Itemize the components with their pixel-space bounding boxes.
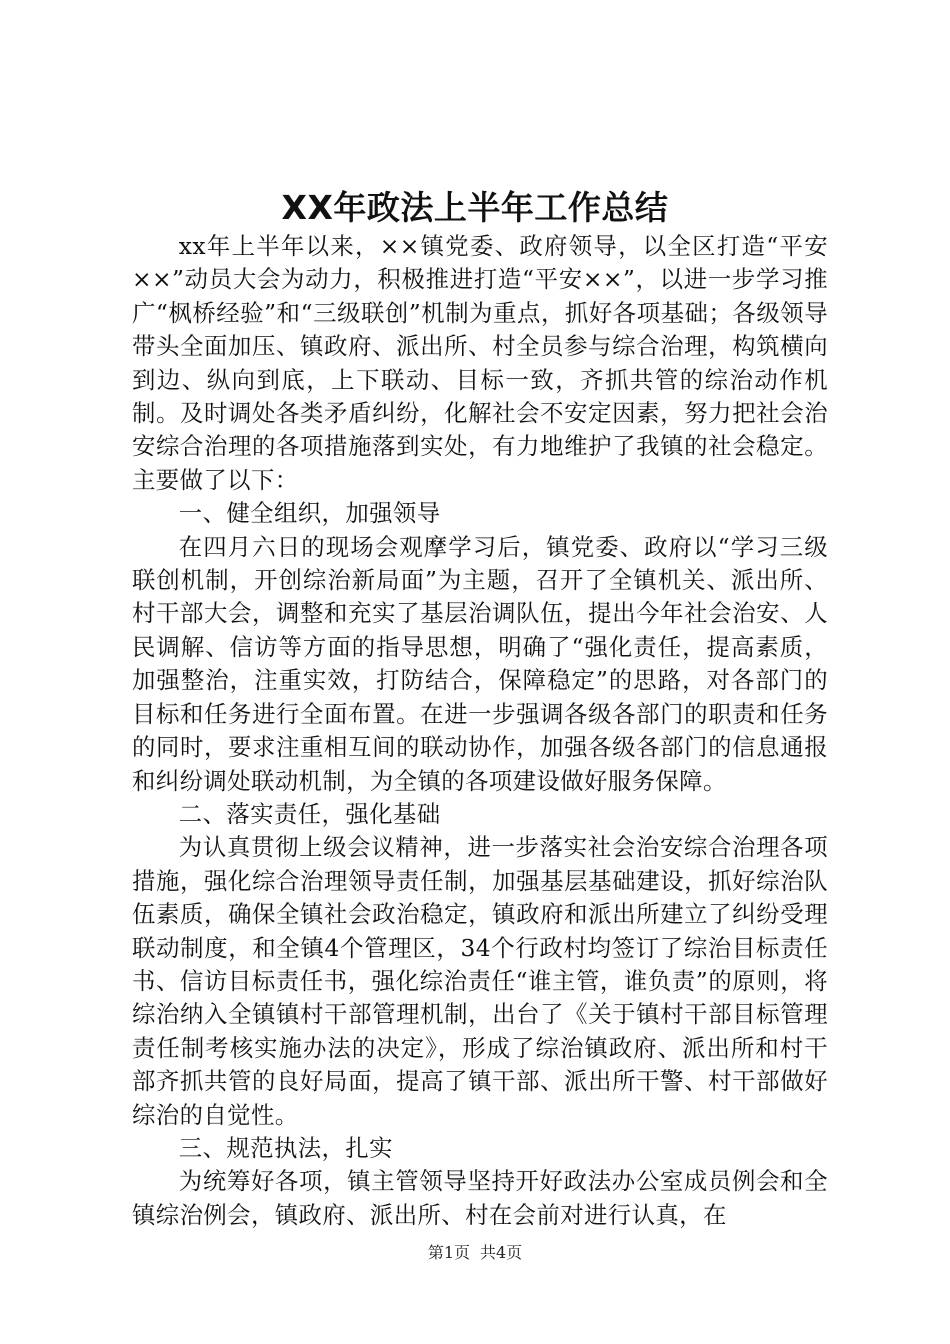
paragraph-section-1: 在四月六日的现场会观摩学习后，镇党委、政府以“学习三级联创机制，开创综治新局面”为主题，召开了全镇机关、派出所、村干部大会，调整和充实了基层治调队伍，提出今年社会治安、人民调解、信访等方面的指导思想，明确了“强化责任，提高素质，加强整治，注重实效，打防结合，保障稳定”的思路，对各部门的目标和任务进行全面布置。在进一步强调各级各部门的职责和任务的同时，要求注重相互间的联动协作，加强各级各部门的信息通报和纠纷调处联动机制，为全镇的各项建设做好服务保障。 (132, 532, 828, 795)
paragraph-intro: xx年上半年以来，××镇党委、政府领导，以全区打造“平安××”动员大会为动力，积极推进打造“平安××”，以进一步学习推广“枫桥经验”和“三级联创”机制为重点，抓好各项基础；各级领导带头全面加压、镇政府、派出所、村全员参与综合治理，构筑横向到边、纵向到底，上下联动、目标一致，齐抓共管的综治动作机制。及时调处各类矛盾纠纷，化解社会不安定因素，努力把社会治安综合治理的各项措施落到实处，有力地维护了我镇的社会稳定。主要做了以下： (132, 232, 828, 494)
section-heading-1: 一、健全组织，加强领导 (178, 499, 441, 528)
page-number: 第1页 (427, 1243, 470, 1262)
document-body (132, 230, 828, 1232)
document-title: XX年政法上半年工作总结 (281, 188, 669, 227)
paragraph-section-3: 为统筹好各项，镇主管领导坚持开好政法办公室成员例会和全镇综治例会，镇政府、派出所、村在会前对进行认真，在 (132, 1167, 828, 1229)
page-footer (0, 1242, 950, 1264)
section-heading-2: 二、落实责任，强化基础 (178, 799, 441, 828)
page-total: 共4页 (480, 1243, 523, 1262)
paragraph-section-2: 为认真贯彻上级会议精神，进一步落实社会治安综合治理各项措施，强化综合治理领导责任制，加强基层基础建设，抓好综治队伍素质，确保全镇社会政治稳定，镇政府和派出所建立了纠纷受理联动制度，和全镇4个管理区，34个行政村均签订了综治目标责任书、信访目标责任书，强化综治责任“谁主管，谁负责”的原则，将综治纳入全镇镇村干部管理机制，出台了《关于镇村干部目标管理责任制考核实施办法的决定》，形成了综治镇政府、派出所和村干部齐抓共管的良好局面，提高了镇干部、派出所干警、村干部做好综治的自觉性。 (132, 833, 828, 1129)
section-heading-3: 三、规范执法，扎实 (178, 1133, 393, 1162)
